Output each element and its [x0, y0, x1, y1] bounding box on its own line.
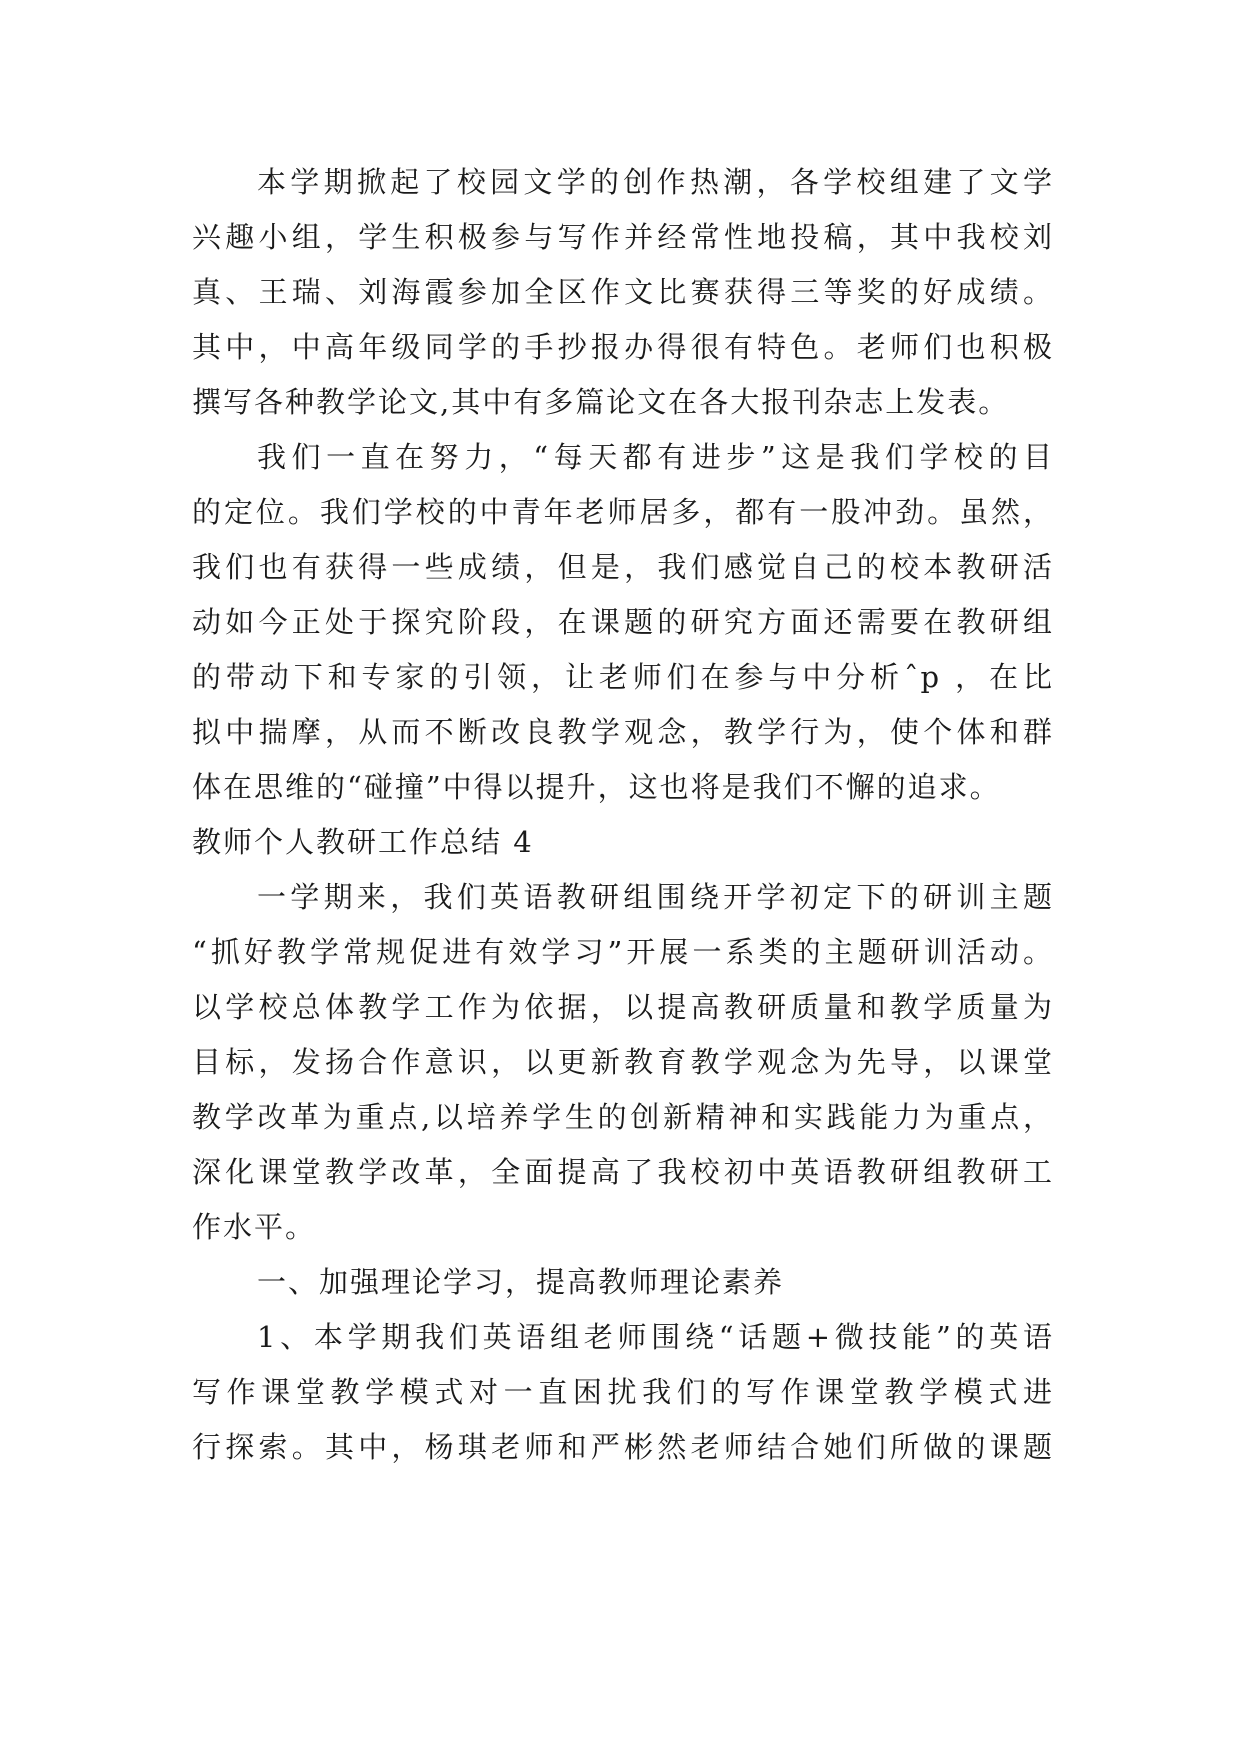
- text-line: 我们也有获得一些成绩，但是，我们感觉自己的校本教研活: [192, 550, 1054, 584]
- text-line: 以学校总体教学工作为依据，以提高教研质量和教学质量为: [192, 990, 1054, 1024]
- text-line: 作水平。: [192, 1210, 317, 1244]
- text-line: 体在思维的“碰撞”中得以提升，这也将是我们不懈的追求。: [192, 770, 1001, 804]
- text-line: 拟中揣摩，从而不断改良教学观念，教学行为，使个体和群: [192, 715, 1054, 749]
- text-line: 真、王瑞、刘海霞参加全区作文比赛获得三等奖的好成绩。: [192, 275, 1054, 309]
- text-line: 深化课堂教学改革，全面提高了我校初中英语教研组教研工: [192, 1155, 1054, 1189]
- subsection-heading: 一、加强理论学习，提高教师理论素养: [257, 1265, 785, 1299]
- text-line: 的定位。我们学校的中青年老师居多，都有一股冲劲。虽然，: [192, 495, 1054, 529]
- text-line: “抓好教学常规促进有效学习”开展一系类的主题研训活动。: [192, 935, 1054, 969]
- text-line: 我们一直在努力，“每天都有进步”这是我们学校的目: [257, 440, 1054, 474]
- text-line: 撰写各种教学论文,其中有多篇论文在各大报刊杂志上发表。: [192, 385, 1010, 419]
- document-page: [192, 155, 1054, 1475]
- text-line: 行探索。其中，杨琪老师和严彬然老师结合她们所做的课题: [192, 1430, 1054, 1464]
- text-line: 动如今正处于探究阶段，在课题的研究方面还需要在教研组: [192, 605, 1054, 639]
- text-line: 一学期来，我们英语教研组围绕开学初定下的研训主题: [257, 880, 1054, 914]
- text-line: 目标，发扬合作意识，以更新教育教学观念为先导，以课堂: [192, 1045, 1054, 1079]
- text-line: 兴趣小组，学生积极参与写作并经常性地投稿，其中我校刘: [192, 220, 1054, 254]
- text-line: 其中，中高年级同学的手抄报办得很有特色。老师们也积极: [192, 330, 1054, 364]
- text-line: 本学期掀起了校园文学的创作热潮，各学校组建了文学: [257, 165, 1054, 199]
- text-line: 写作课堂教学模式对一直困扰我们的写作课堂教学模式进: [192, 1375, 1054, 1409]
- text-line: 教学改革为重点,以培养学生的创新精神和实践能力为重点，: [192, 1100, 1054, 1134]
- text-line: 的带动下和专家的引领，让老师们在参与中分析ˆp ，在比: [192, 660, 1054, 694]
- text-line: 1、本学期我们英语组老师围绕“话题+微技能”的英语: [257, 1320, 1054, 1354]
- section-heading: 教师个人教研工作总结 4: [192, 825, 534, 859]
